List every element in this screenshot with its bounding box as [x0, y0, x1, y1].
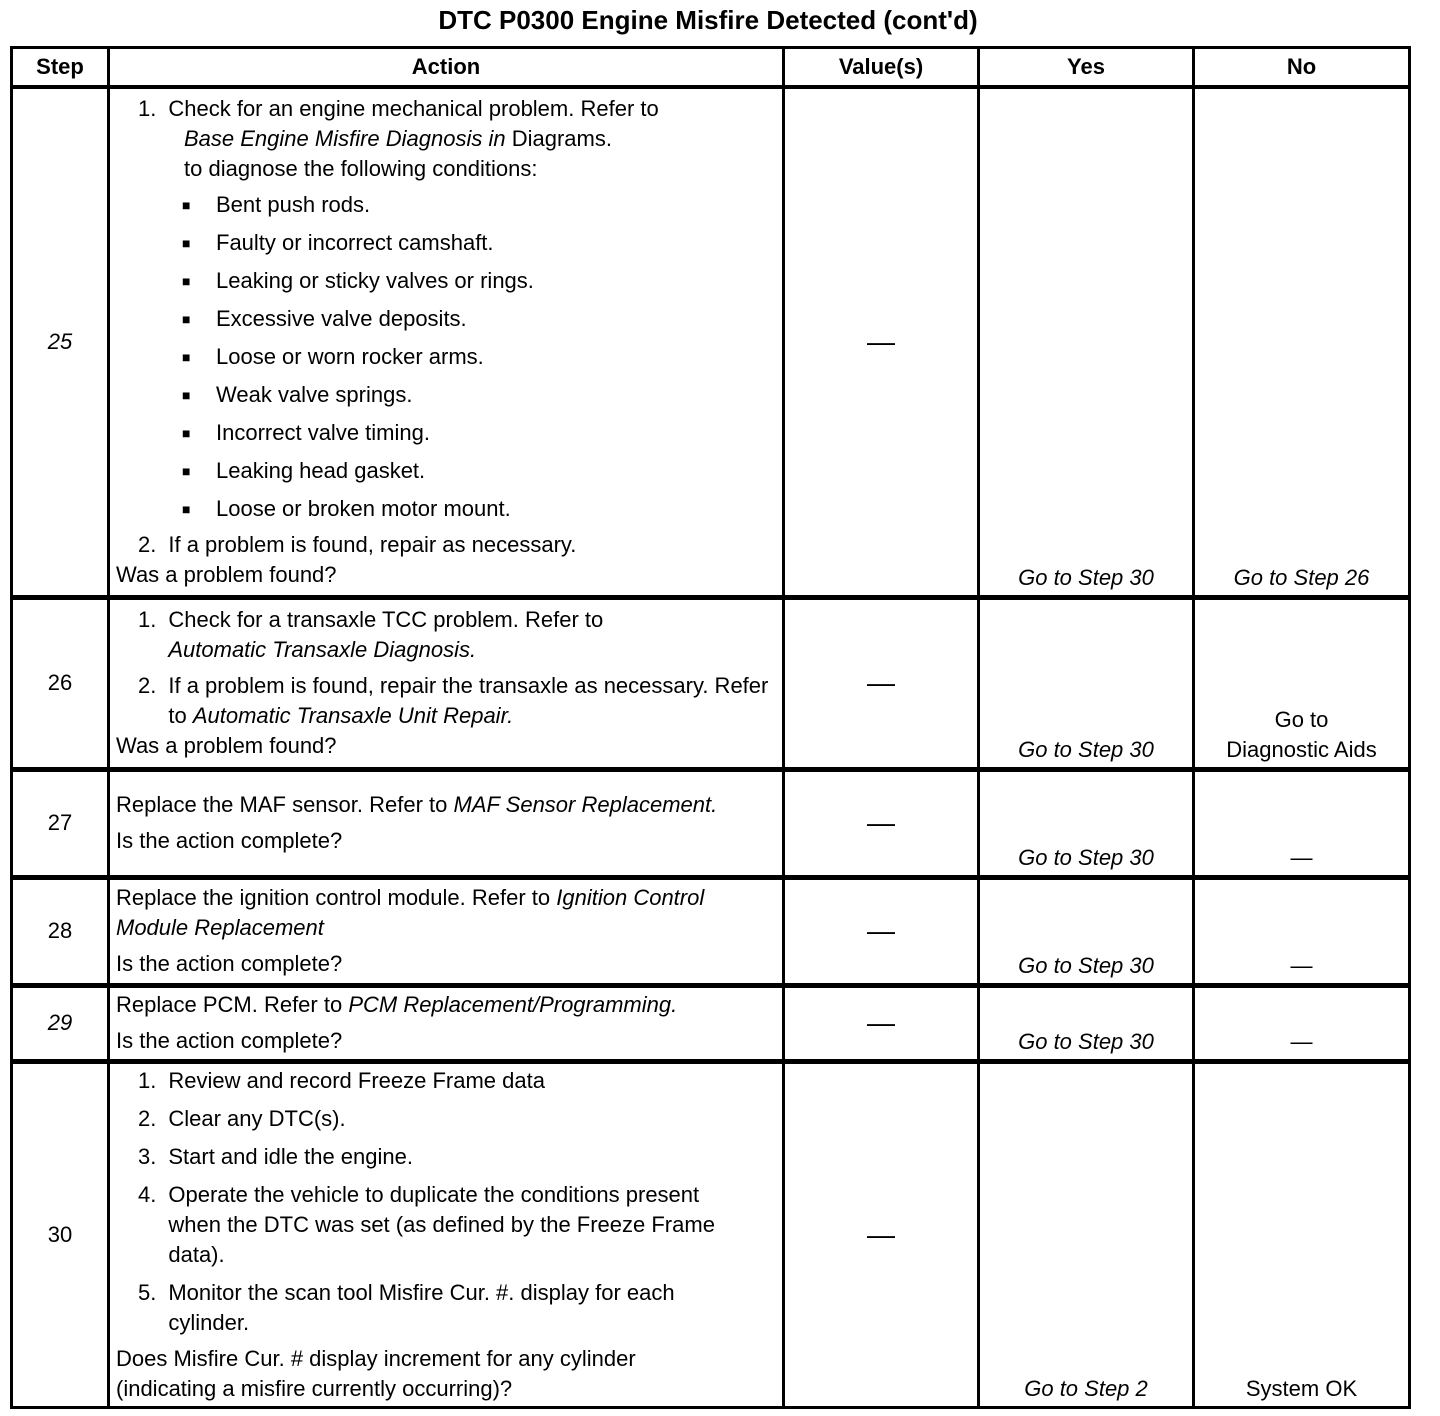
- reference-text: Base Engine Misfire Diagnosis in: [184, 125, 506, 151]
- reference-text: Automatic Transaxle Unit Repair.: [192, 703, 514, 728]
- step-number: 28: [12, 877, 109, 985]
- table-row: [12, 597, 1410, 769]
- action-text: Check for a transaxle TCC problem. Refer to: [168, 607, 604, 632]
- table-row: [12, 877, 1410, 985]
- reference-text: Ignition Control Module Replacement: [116, 885, 705, 940]
- action-cell: [109, 769, 784, 877]
- value-cell: —: [784, 597, 979, 769]
- no-cell: —: [1194, 985, 1410, 1061]
- reference-text: Automatic Transaxle Diagnosis.: [168, 637, 477, 662]
- table-row: [12, 87, 1410, 597]
- question-text: Was a problem found?: [116, 733, 337, 758]
- list-item: Monitor the scan tool Misfire Cur. #. display for each cylinder.: [168, 1279, 675, 1335]
- list-item: Excessive valve deposits.: [216, 305, 467, 331]
- yes-cell: Go to Step 2: [979, 1061, 1194, 1407]
- no-cell: —: [1194, 877, 1410, 985]
- yes-cell: Go to Step 30: [979, 985, 1194, 1061]
- list-item: Loose or worn rocker arms.: [216, 343, 484, 369]
- action-text: If a problem is found, repair the transaxle as necessary. Refer to: [168, 673, 769, 728]
- step-number: 26: [12, 597, 109, 769]
- yes-cell: Go to Step 30: [979, 877, 1194, 985]
- header-action: Action: [109, 48, 784, 88]
- action-cell: 1. Check for a transaxle TCC problem. Refer to Automatic Transaxle Diagnosis. 2. If a problem is found, repair the transaxle as necessary. Refer to Automatic Transaxle Unit Repair. Was a problem found?: [109, 597, 784, 769]
- list-item: Bent push rods.: [216, 191, 371, 217]
- value-cell: —: [784, 877, 979, 985]
- step-number: 29: [12, 985, 109, 1061]
- action-text: Replace the MAF sensor. Refer to: [116, 792, 448, 817]
- list-item: Clear any DTC(s).: [168, 1105, 346, 1131]
- no-text: Diagnostic Aids: [1226, 736, 1377, 762]
- action-cell: [109, 985, 784, 1061]
- list-item: Leaking or sticky valves or rings.: [216, 267, 534, 293]
- header-values: Value(s): [784, 48, 979, 88]
- header-step: Step: [12, 48, 109, 88]
- no-text: Go to: [1274, 706, 1329, 732]
- no-cell: System OK: [1194, 1061, 1410, 1407]
- header-yes: Yes: [979, 48, 1194, 88]
- list-item: Faulty or incorrect camshaft.: [216, 229, 494, 255]
- no-cell: Go to Step 26: [1194, 87, 1410, 597]
- value-cell: —: [784, 87, 979, 597]
- table-row: [12, 985, 1410, 1061]
- action-text: Check for an engine mechanical problem. Refer to: [168, 95, 659, 121]
- action-text: Replace PCM. Refer to: [116, 992, 343, 1017]
- no-cell: [1194, 597, 1410, 769]
- question-text: Is the action complete?: [116, 828, 343, 853]
- header-no: No: [1194, 48, 1410, 88]
- list-item: Leaking head gasket.: [216, 457, 426, 483]
- list-item: Loose or broken motor mount.: [216, 495, 511, 521]
- question-text: Was a problem found?: [116, 561, 337, 587]
- list-item: Review and record Freeze Frame data: [168, 1067, 545, 1093]
- action-cell: 1. Review and record Freeze Frame data 2. Clear any DTC(s). 3. Start and idle the engine. 4. Operate the vehicle to duplicate the conditions present when the DTC was set (as defined by the Freeze Frame data). 5. Monitor the scan tool Misfire Cur. #. display for each cylinder. Does Misfire Cur. # display increment for any cylinder (indicating a misfire currently occurring)?: [109, 1061, 784, 1407]
- reference-text: MAF Sensor Replacement.: [453, 792, 718, 817]
- action-text: If a problem is found, repair as necessary.: [168, 531, 577, 557]
- no-cell: —: [1194, 769, 1410, 877]
- diagnostic-table: [10, 46, 1411, 1409]
- value-cell: —: [784, 1061, 979, 1407]
- question-text: Is the action complete?: [116, 951, 343, 976]
- step-number: 30: [12, 1061, 109, 1407]
- yes-cell: Go to Step 30: [979, 769, 1194, 877]
- header-row: [12, 48, 1410, 88]
- step-number: 25: [12, 87, 109, 597]
- yes-cell: Go to Step 30: [979, 597, 1194, 769]
- question-text: Is the action complete?: [116, 1028, 343, 1053]
- reference-text: PCM Replacement/Programming.: [348, 992, 678, 1017]
- action-text: to diagnose the following conditions:: [184, 155, 538, 181]
- page-title: DTC P0300 Engine Misfire Detected (cont'd): [438, 5, 978, 35]
- step-number: 27: [12, 769, 109, 877]
- list-item: Operate the vehicle to duplicate the conditions present when the DTC was set (as defined by the Freeze Frame data).: [168, 1181, 715, 1267]
- action-cell: [109, 877, 784, 985]
- question-text: Does Misfire Cur. # display increment for any cylinder (indicating a misfire currently occurring)?: [116, 1345, 636, 1401]
- list-item: Weak valve springs.: [216, 381, 413, 407]
- yes-cell: Go to Step 30: [979, 87, 1194, 597]
- table-row: [12, 1061, 1410, 1407]
- value-cell: —: [784, 769, 979, 877]
- action-text: Replace the ignition control module. Refer to: [116, 885, 551, 910]
- action-text: Diagrams.: [505, 125, 612, 151]
- table-row: [12, 769, 1410, 877]
- list-item: Start and idle the engine.: [168, 1143, 413, 1169]
- list-item: Incorrect valve timing.: [216, 419, 430, 445]
- value-cell: —: [784, 985, 979, 1061]
- action-cell: 1. Check for an engine mechanical problem. Refer to Base Engine Misfire Diagnosis in Diagrams. to diagnose the following conditions: ■ Bent push rods. ■ Faulty or incorrect camshaft. ■ Leaking or sticky valves or rings. ■ Excessive valve deposits. ■ Loose or worn rocker arms. ■ Weak valve springs. ■ Incorrect valve timing. ■ Leaking head gasket. ■ Loose or broken motor mount. 2. If a problem is found, repair as necessary. Was a problem found?: [109, 87, 784, 597]
